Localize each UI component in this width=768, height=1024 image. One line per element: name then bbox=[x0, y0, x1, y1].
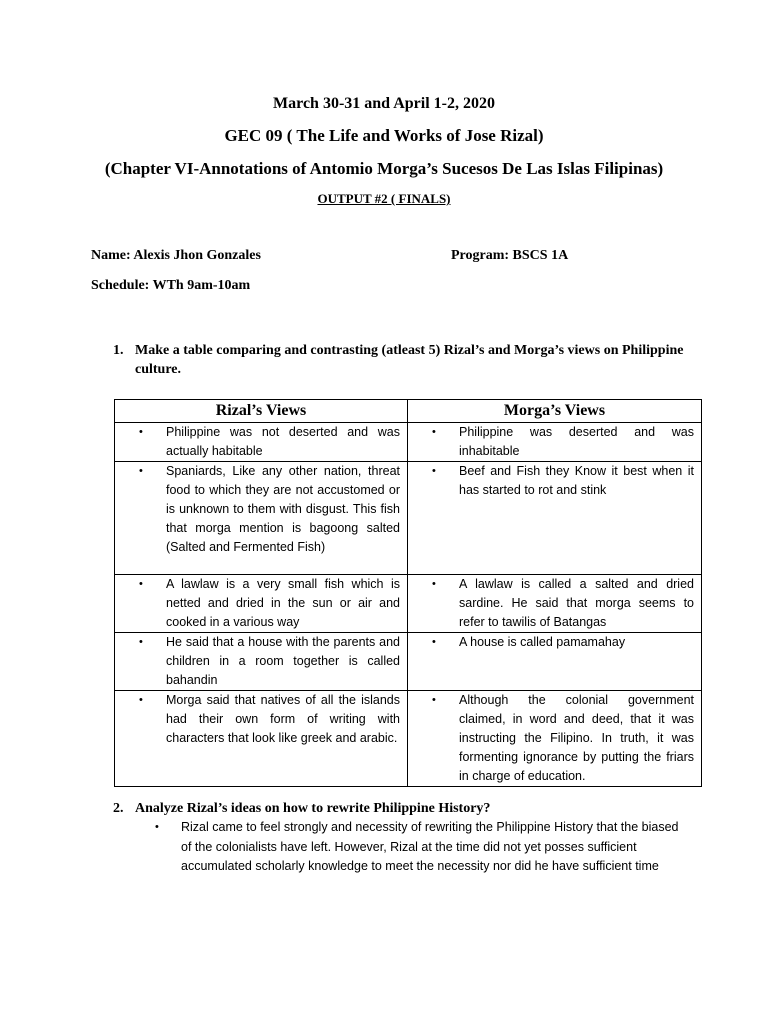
cell-text: Beef and Fish they Know it best when it has started to rot and stink bbox=[459, 464, 694, 497]
morga-cell bbox=[408, 575, 702, 633]
cell-text: A lawlaw is a very small fish which is netted and dried in the sun or air and cooked in a various way bbox=[166, 577, 400, 629]
cell-text: A house is called pamamahay bbox=[459, 635, 626, 649]
morga-cell bbox=[408, 423, 702, 462]
table-row bbox=[115, 691, 702, 787]
cell-text: Morga said that natives of all the islands had their own form of writing with characters that look like greek and arabic. bbox=[166, 693, 400, 745]
bullet-icon: • bbox=[139, 578, 143, 590]
rizal-cell bbox=[115, 462, 408, 575]
chapter-heading: (Chapter VI-Annotations of Antomio Morga’s Sucesos De Las Islas Filipinas) bbox=[104, 159, 664, 178]
answer-text: Rizal came to feel strongly and necessity of rewriting the Philippine History that the biased of the colonialists have left. However, Rizal at the time did not yet posses sufficient accumulated scholarly knowledge to meet the necessity nor did he have sufficient time bbox=[181, 820, 679, 873]
cell-text: He said that a house with the parents and children in a room together is called bahandin bbox=[166, 635, 400, 687]
course-heading: GEC 09 ( The Life and Works of Jose Rizal) bbox=[224, 126, 544, 145]
question-number: 2. bbox=[113, 801, 124, 816]
cell-text: A lawlaw is called a salted and dried sardine. He said that morga seems to refer to tawilis of Batangas bbox=[459, 577, 694, 629]
question-number: 1. bbox=[113, 343, 124, 358]
question-1 bbox=[113, 341, 713, 381]
table-header-row bbox=[115, 400, 702, 423]
morga-cell bbox=[408, 462, 702, 575]
bullet-icon: • bbox=[139, 636, 143, 648]
cell-text: Philippine was not deserted and was actually habitable bbox=[166, 425, 400, 458]
comparison-table bbox=[114, 399, 702, 787]
bullet-icon: • bbox=[139, 465, 143, 477]
table-row bbox=[115, 423, 702, 462]
date-heading: March 30-31 and April 1-2, 2020 bbox=[273, 95, 495, 112]
rizal-cell bbox=[115, 691, 408, 787]
output-heading: OUTPUT #2 ( FINALS) bbox=[317, 191, 451, 206]
morga-cell bbox=[408, 691, 702, 787]
table-row bbox=[115, 462, 702, 575]
table-row bbox=[115, 575, 702, 633]
cell-text: Spaniards, Like any other nation, threat food to which they are not accustomed or is unknown to them with disgust. This fish that morga mention is bagoong salted (Salted and Fermented Fish) bbox=[166, 464, 400, 554]
morga-cell bbox=[408, 633, 702, 691]
answer-2 bbox=[155, 818, 690, 877]
bullet-icon: • bbox=[139, 694, 143, 706]
header-rizal-views: Rizal’s Views bbox=[115, 400, 408, 423]
table-row bbox=[115, 633, 702, 691]
cell-text: Although the colonial government claimed, in word and deed, that it was instructing the Filipino. In truth, it was formenting ignorance by putting the friars in charge of education. bbox=[459, 693, 694, 783]
question-text: Analyze Rizal’s ideas on how to rewrite Philippine History? bbox=[135, 801, 491, 816]
question-text: Make a table comparing and contrasting (atleast 5) Rizal’s and Morga’s views on Philippine culture. bbox=[135, 343, 684, 377]
header-morga-views: Morga’s Views bbox=[408, 400, 702, 423]
rizal-cell bbox=[115, 423, 408, 462]
rizal-cell bbox=[115, 633, 408, 691]
rizal-cell bbox=[115, 575, 408, 633]
bullet-icon: • bbox=[155, 821, 159, 833]
bullet-icon: • bbox=[432, 636, 436, 648]
bullet-icon: • bbox=[432, 426, 436, 438]
question-2 bbox=[113, 799, 713, 819]
bullet-icon: • bbox=[432, 694, 436, 706]
cell-text: Philippine was deserted and was inhabitable bbox=[459, 425, 694, 458]
student-name: Name: Alexis Jhon Gonzales bbox=[91, 248, 261, 263]
bullet-icon: • bbox=[432, 578, 436, 590]
bullet-icon: • bbox=[432, 465, 436, 477]
bullet-icon: • bbox=[139, 426, 143, 438]
student-program: Program: BSCS 1A bbox=[451, 248, 569, 263]
student-schedule: Schedule: WTh 9am-10am bbox=[91, 278, 251, 293]
